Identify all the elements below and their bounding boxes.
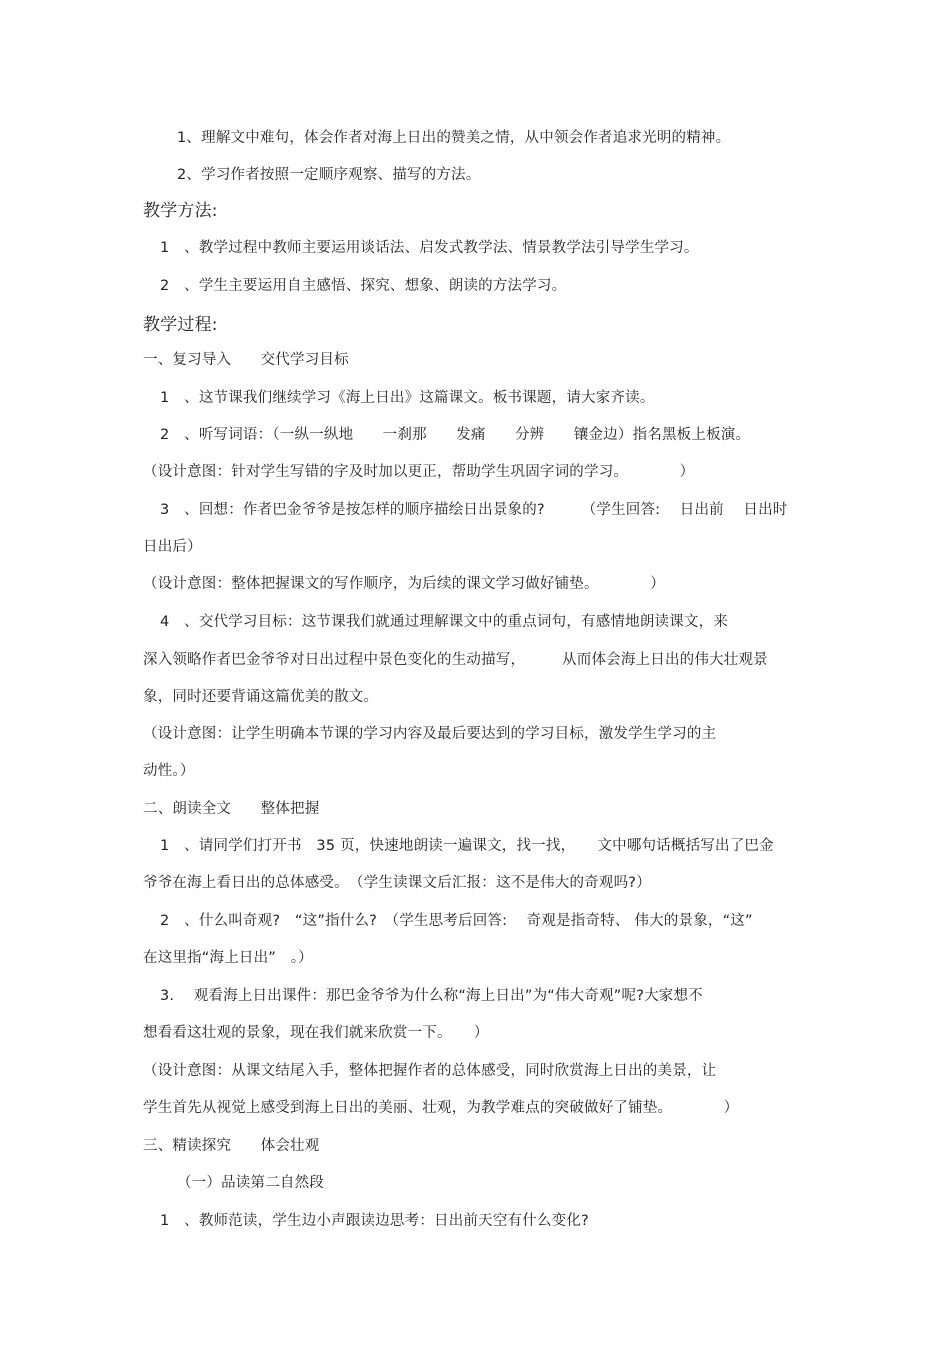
- method-item-1: 1 、教学过程中教师主要运用谈话法、启发式教学法、情景教学法引导学生学习。: [160, 240, 699, 256]
- method-item-2: 2 、学生主要运用自主感悟、探究、想象、朗读的方法学习。: [160, 278, 567, 294]
- design-intent-note: （设计意图：让学生明确本节课的学习内容及最后要达到的学习目标，激发学生学习的主: [143, 726, 717, 742]
- paragraph-line: 2 、听写词语：（一纵一纵地 一刹那 发痛 分辨 镶金边）指名黑板上板演。: [160, 427, 751, 443]
- paragraph-line: 1 、这节课我们继续学习《海上日出》这篇课文。板书课题，请大家齐读。: [160, 390, 655, 406]
- step-heading-3: 三、精读探究 体会壮观: [143, 1138, 320, 1154]
- paragraph-line: 象，同时还要背诵这篇优美的散文。: [143, 689, 379, 705]
- paragraph-line: 想看看这壮观的景象，现在我们就来欣赏一下。 ）: [143, 1025, 489, 1041]
- design-intent-note: （设计意图：整体把握课文的写作顺序，为后续的课文学习做好铺垫。 ）: [143, 576, 665, 592]
- objective-item-1: 1、理解文中难句，体会作者对海上日出的赞美之情，从中领会作者追求光明的精神。: [177, 130, 731, 146]
- paragraph-line: 深入领略作者巴金爷爷对日出过程中景色变化的生动描写， 从而体会海上日出的伟大壮观景: [143, 652, 768, 668]
- paragraph-line: 日出后）: [143, 539, 202, 555]
- paragraph-line: 爷爷在海上看日出的总体感受。 （学生读课文后汇报：这不是伟大的奇观吗?）: [143, 875, 651, 891]
- paragraph-line: 3 、回想：作者巴金爷爷是按怎样的顺序描绘日出景象的? （学生回答: 日出前 日出时: [160, 502, 788, 518]
- paragraph-line: 在这里指“海上日出” 。）: [143, 950, 313, 966]
- paragraph-line: 1 、教师范读，学生边小声跟读边思考：日出前天空有什么变化?: [160, 1213, 589, 1229]
- paragraph-line: 动性。）: [143, 763, 195, 779]
- paragraph-line: 1 、请同学们打开书 35 页，快速地朗读一遍课文，找一找， 文中哪句话概括写出了巴金: [160, 838, 774, 854]
- paragraph-line: 学生首先从视觉上感受到海上日出的美丽、壮观，为教学难点的突破做好了铺垫。 ）: [143, 1100, 739, 1116]
- sub-heading: （一）品读第二自然段: [177, 1175, 324, 1191]
- objective-item-2: 2、学习作者按照一定顺序观察、描写的方法。: [177, 167, 481, 183]
- design-intent-note: （设计意图：从课文结尾入手，整体把握作者的总体感受，同时欣赏海上日出的美景，让: [143, 1063, 717, 1079]
- paragraph-line: 4 、交代学习目标：这节课我们就通过理解课文中的重点词句，有感情地朗读课文，来: [160, 614, 729, 630]
- step-heading-2: 二、朗读全文 整体把握: [143, 801, 320, 817]
- paragraph-line: 2 、什么叫奇观? “这”指什么? （学生思考后回答: 奇观是指奇特、 伟大的景象，“这”: [160, 913, 753, 929]
- step-heading-1: 一、复习导入 交代学习目标: [143, 352, 349, 368]
- paragraph-line: 3. 观看海上日出课件：那巴金爷爷为什么称“海上日出”为“伟大奇观”呢?大家想不: [160, 988, 703, 1004]
- section-heading-methods: 教学方法:: [143, 201, 218, 221]
- design-intent-note: （设计意图：针对学生写错的字及时加以更正，帮助学生巩固字词的学习。 ）: [143, 464, 695, 480]
- section-heading-process: 教学过程:: [143, 315, 218, 335]
